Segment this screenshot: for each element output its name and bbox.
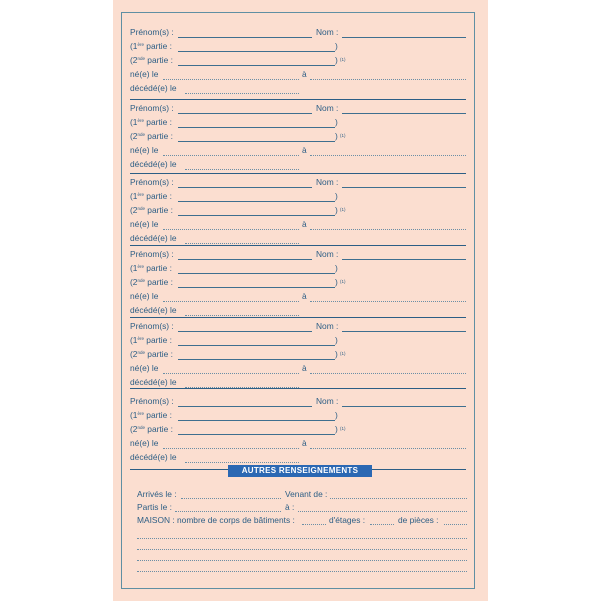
partie-ordinal: nde — [137, 425, 145, 430]
partie-text: partie : — [144, 55, 173, 65]
partie2-close: ) — [335, 55, 338, 65]
prenoms-label: Prénom(s) : — [130, 103, 174, 113]
partie1-close: ) — [335, 41, 338, 51]
partie1-label — [130, 262, 172, 274]
partis-field[interactable] — [175, 511, 281, 512]
partie-ordinal: ère — [137, 411, 144, 416]
partie-open: (1 — [130, 191, 138, 201]
nom-label: Nom : — [316, 396, 339, 406]
naissance-label: né(e) le — [130, 438, 159, 448]
notes-line-1[interactable] — [137, 538, 467, 539]
partie-text: partie : — [143, 191, 172, 201]
nom-field[interactable] — [342, 406, 466, 407]
nom-field[interactable] — [342, 331, 466, 332]
naissance-lieu-field[interactable] — [310, 448, 466, 449]
partie2-label — [130, 54, 173, 66]
naissance-lieu-label: à — [302, 69, 307, 79]
prenoms-label: Prénom(s) : — [130, 249, 174, 259]
entry-row — [130, 68, 466, 80]
partie2-close: ) — [335, 131, 338, 141]
partie2-close: ) — [335, 424, 338, 434]
deces-label: décédé(e) le — [130, 377, 177, 387]
partie2-field[interactable] — [178, 359, 335, 360]
entry-row — [130, 26, 466, 38]
entry-row — [130, 102, 466, 114]
deces-date-field[interactable] — [185, 93, 299, 94]
partie-text: partie : — [144, 349, 173, 359]
entry-separator — [130, 245, 466, 246]
footnote-ref: (1) — [340, 207, 346, 212]
naissance-lieu-label: à — [302, 145, 307, 155]
partie-open: (2 — [130, 205, 138, 215]
entry-separator — [130, 173, 466, 174]
entry-row — [130, 362, 466, 374]
partie2-label — [130, 130, 173, 142]
entry-row — [130, 40, 466, 52]
partie2-close: ) — [335, 277, 338, 287]
partie1-field[interactable] — [178, 127, 335, 128]
naissance-label: né(e) le — [130, 363, 159, 373]
notes-line-4[interactable] — [137, 571, 467, 572]
naissance-lieu-field[interactable] — [310, 155, 466, 156]
section-banner-autres-renseignements: AUTRES RENSEIGNEMENTS — [228, 465, 372, 477]
naissance-date-field[interactable] — [163, 448, 299, 449]
partie-ordinal: nde — [137, 56, 145, 61]
naissance-lieu-label: à — [302, 219, 307, 229]
entry-row — [130, 437, 466, 449]
deces-date-field[interactable] — [185, 462, 299, 463]
naissance-label: né(e) le — [130, 291, 159, 301]
nom-field[interactable] — [342, 259, 466, 260]
arrives-field[interactable] — [181, 498, 281, 499]
partie1-label — [130, 40, 172, 52]
naissance-lieu-field[interactable] — [310, 79, 466, 80]
pieces-label: de pièces : — [398, 515, 439, 525]
entry-row — [130, 320, 466, 332]
prenoms-field[interactable] — [178, 37, 312, 38]
footnote-ref: (1) — [340, 57, 346, 62]
prenoms-field[interactable] — [178, 187, 312, 188]
entry-row — [130, 232, 466, 244]
partie2-field[interactable] — [178, 141, 335, 142]
partie2-close: ) — [335, 349, 338, 359]
entry-row — [130, 54, 466, 66]
prenoms-label: Prénom(s) : — [130, 396, 174, 406]
entry-row — [130, 395, 466, 407]
partie-ordinal: nde — [137, 278, 145, 283]
partie-ordinal: ère — [137, 192, 144, 197]
partie-open: (1 — [130, 335, 138, 345]
naissance-lieu-field[interactable] — [310, 301, 466, 302]
entry-row — [130, 334, 466, 346]
entry-row — [130, 248, 466, 260]
partie-ordinal: ère — [137, 42, 144, 47]
entry-row — [130, 190, 466, 202]
batiments-field[interactable] — [302, 524, 326, 525]
naissance-label: né(e) le — [130, 69, 159, 79]
partie1-close: ) — [335, 263, 338, 273]
naissance-label: né(e) le — [130, 219, 159, 229]
entry-row — [130, 409, 466, 421]
partie-ordinal: nde — [137, 132, 145, 137]
nom-label: Nom : — [316, 321, 339, 331]
entry-row — [130, 451, 466, 463]
deces-label: décédé(e) le — [130, 159, 177, 169]
footnote-ref: (1) — [340, 351, 346, 356]
entry-row — [130, 116, 466, 128]
prenoms-label: Prénom(s) : — [130, 321, 174, 331]
naissance-lieu-label: à — [302, 363, 307, 373]
nom-field[interactable] — [342, 113, 466, 114]
naissance-date-field[interactable] — [163, 373, 299, 374]
prenoms-label: Prénom(s) : — [130, 27, 174, 37]
footnote-ref: (1) — [340, 426, 346, 431]
pieces-field[interactable] — [444, 524, 467, 525]
entry-row — [130, 276, 466, 288]
entry-row — [130, 176, 466, 188]
partie-open: (1 — [130, 117, 138, 127]
deces-date-field[interactable] — [185, 315, 299, 316]
partie-ordinal: nde — [137, 206, 145, 211]
partie1-field[interactable] — [178, 420, 335, 421]
partie1-close: ) — [335, 191, 338, 201]
partie1-close: ) — [335, 335, 338, 345]
maison-label: MAISON : nombre de corps de bâtiments : — [137, 515, 295, 525]
nom-field[interactable] — [342, 37, 466, 38]
partie2-label — [130, 348, 173, 360]
partie-text: partie : — [144, 131, 173, 141]
partie1-close: ) — [335, 117, 338, 127]
notes-line-2[interactable] — [137, 549, 467, 550]
partie1-field[interactable] — [178, 201, 335, 202]
nom-label: Nom : — [316, 103, 339, 113]
partie1-field[interactable] — [178, 345, 335, 346]
partie2-field[interactable] — [178, 434, 335, 435]
partie-ordinal: nde — [137, 350, 145, 355]
partie-text: partie : — [143, 117, 172, 127]
naissance-label: né(e) le — [130, 145, 159, 155]
naissance-lieu-field[interactable] — [310, 229, 466, 230]
prenoms-field[interactable] — [178, 406, 312, 407]
partie1-label — [130, 334, 172, 346]
arrives-label: Arrivés le : — [137, 489, 177, 499]
entry-separator — [130, 99, 466, 100]
footnote-ref: (1) — [340, 279, 346, 284]
partie-open: (1 — [130, 41, 138, 51]
partie-ordinal: ère — [137, 336, 144, 341]
partie-text: partie : — [144, 277, 173, 287]
partie-text: partie : — [143, 263, 172, 273]
partie2-close: ) — [335, 205, 338, 215]
nom-field[interactable] — [342, 187, 466, 188]
partis-lieu-field[interactable] — [298, 511, 467, 512]
partie-text: partie : — [143, 335, 172, 345]
notes-line-3[interactable] — [137, 560, 467, 561]
entry-row — [130, 290, 466, 302]
naissance-date-field[interactable] — [163, 155, 299, 156]
nom-label: Nom : — [316, 27, 339, 37]
partie1-close: ) — [335, 410, 338, 420]
prenoms-field[interactable] — [178, 331, 312, 332]
entry-row — [130, 158, 466, 170]
partie-text: partie : — [144, 205, 173, 215]
partie1-field[interactable] — [178, 51, 335, 52]
prenoms-field[interactable] — [178, 113, 312, 114]
deces-date-field[interactable] — [185, 243, 299, 244]
venant-field[interactable] — [330, 498, 467, 499]
partie-ordinal: ère — [137, 118, 144, 123]
entry-row — [130, 204, 466, 216]
partis-a-label: à : — [285, 502, 295, 512]
partie2-field[interactable] — [178, 65, 335, 66]
partie1-label — [130, 409, 172, 421]
partie-ordinal: ère — [137, 264, 144, 269]
partie2-field[interactable] — [178, 215, 335, 216]
naissance-lieu-label: à — [302, 438, 307, 448]
partie-open: (2 — [130, 424, 138, 434]
entry-row — [130, 82, 466, 94]
prenoms-label: Prénom(s) : — [130, 177, 174, 187]
partie1-field[interactable] — [178, 273, 335, 274]
entry-row — [130, 218, 466, 230]
entry-row — [130, 304, 466, 316]
etages-field[interactable] — [370, 524, 394, 525]
partie-open: (1 — [130, 410, 138, 420]
deces-label: décédé(e) le — [130, 452, 177, 462]
footnote-ref: (1) — [340, 133, 346, 138]
partie-text: partie : — [143, 41, 172, 51]
partie2-label — [130, 276, 173, 288]
naissance-lieu-label: à — [302, 291, 307, 301]
entry-row — [130, 376, 466, 388]
entry-separator — [130, 317, 466, 318]
nom-label: Nom : — [316, 249, 339, 259]
partie-open: (2 — [130, 349, 138, 359]
partie2-label — [130, 204, 173, 216]
entry-row — [130, 348, 466, 360]
partie1-label — [130, 116, 172, 128]
entry-row — [130, 130, 466, 142]
partie-text: partie : — [143, 410, 172, 420]
entry-row — [130, 144, 466, 156]
partie-open: (2 — [130, 55, 138, 65]
partie1-label — [130, 190, 172, 202]
naissance-date-field[interactable] — [163, 301, 299, 302]
partie2-label — [130, 423, 173, 435]
partie-open: (1 — [130, 263, 138, 273]
partie-open: (2 — [130, 277, 138, 287]
partie-text: partie : — [144, 424, 173, 434]
entry-row — [130, 262, 466, 274]
naissance-date-field[interactable] — [163, 79, 299, 80]
entry-row — [130, 423, 466, 435]
partie-open: (2 — [130, 131, 138, 141]
deces-date-field[interactable] — [185, 169, 299, 170]
partis-label: Partis le : — [137, 502, 172, 512]
venant-label: Venant de : — [285, 489, 328, 499]
prenoms-field[interactable] — [178, 259, 312, 260]
partie2-field[interactable] — [178, 287, 335, 288]
deces-label: décédé(e) le — [130, 83, 177, 93]
nom-label: Nom : — [316, 177, 339, 187]
naissance-date-field[interactable] — [163, 229, 299, 230]
naissance-lieu-field[interactable] — [310, 373, 466, 374]
deces-label: décédé(e) le — [130, 233, 177, 243]
entry-separator — [130, 388, 466, 389]
etages-label: d'étages : — [329, 515, 366, 525]
deces-label: décédé(e) le — [130, 305, 177, 315]
